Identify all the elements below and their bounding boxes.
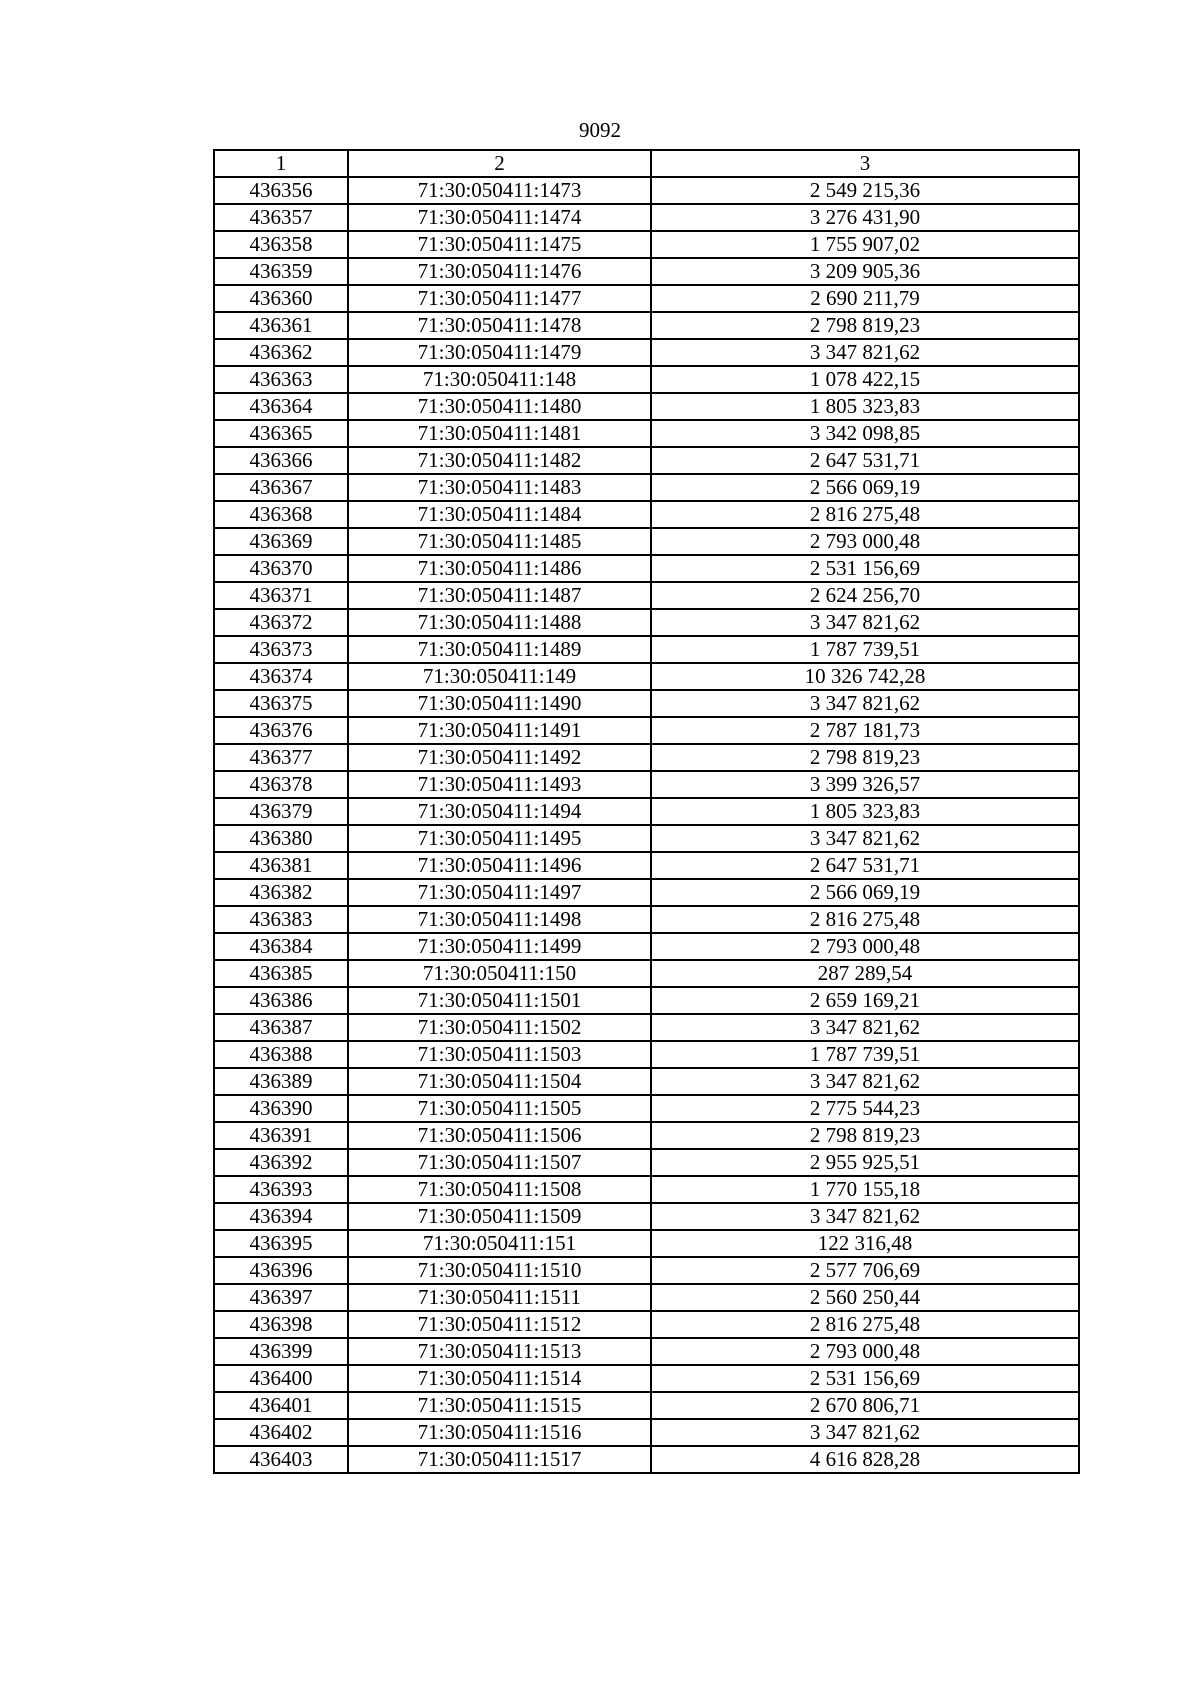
cadastral-value-cell: 3 399 326,57	[651, 771, 1079, 798]
table-body	[214, 177, 1079, 1473]
cadastral-number-cell: 71:30:050411:1489	[348, 636, 651, 663]
row-number-cell: 436384	[214, 933, 348, 960]
table-row	[214, 690, 1079, 717]
cadastral-value-table	[213, 149, 1080, 1474]
cadastral-value-cell: 2 955 925,51	[651, 1149, 1079, 1176]
table-row	[214, 744, 1079, 771]
table-header	[214, 150, 1079, 177]
row-number-cell: 436370	[214, 555, 348, 582]
cadastral-value-cell: 2 549 215,36	[651, 177, 1079, 204]
table-row	[214, 879, 1079, 906]
cadastral-value-cell: 1 805 323,83	[651, 798, 1079, 825]
cadastral-number-cell: 71:30:050411:1503	[348, 1041, 651, 1068]
row-number-cell: 436376	[214, 717, 348, 744]
cadastral-number-cell: 71:30:050411:1513	[348, 1338, 651, 1365]
cadastral-number-cell: 71:30:050411:1474	[348, 204, 651, 231]
row-number-cell: 436381	[214, 852, 348, 879]
row-number-cell: 436396	[214, 1257, 348, 1284]
row-number-cell: 436392	[214, 1149, 348, 1176]
cadastral-value-cell: 2 624 256,70	[651, 582, 1079, 609]
table-row	[214, 582, 1079, 609]
cadastral-number-cell: 71:30:050411:1475	[348, 231, 651, 258]
table-row	[214, 1230, 1079, 1257]
cadastral-number-cell: 71:30:050411:1508	[348, 1176, 651, 1203]
cadastral-value-cell: 2 531 156,69	[651, 1365, 1079, 1392]
cadastral-value-cell: 1 755 907,02	[651, 231, 1079, 258]
row-number-cell: 436403	[214, 1446, 348, 1473]
column-header-1: 1	[214, 150, 348, 177]
row-number-cell: 436391	[214, 1122, 348, 1149]
cadastral-number-cell: 71:30:050411:1493	[348, 771, 651, 798]
row-number-cell: 436375	[214, 690, 348, 717]
table-row	[214, 933, 1079, 960]
table-row	[214, 474, 1079, 501]
row-number-cell: 436377	[214, 744, 348, 771]
row-number-cell: 436371	[214, 582, 348, 609]
cadastral-value-cell: 2 816 275,48	[651, 906, 1079, 933]
cadastral-number-cell: 71:30:050411:1499	[348, 933, 651, 960]
cadastral-value-cell: 2 798 819,23	[651, 312, 1079, 339]
cadastral-value-cell: 2 793 000,48	[651, 528, 1079, 555]
cadastral-number-cell: 71:30:050411:1477	[348, 285, 651, 312]
column-header-2: 2	[348, 150, 651, 177]
cadastral-number-cell: 71:30:050411:1487	[348, 582, 651, 609]
table-row	[214, 1203, 1079, 1230]
cadastral-number-cell: 71:30:050411:149	[348, 663, 651, 690]
cadastral-number-cell: 71:30:050411:1495	[348, 825, 651, 852]
cadastral-value-cell: 2 659 169,21	[651, 987, 1079, 1014]
row-number-cell: 436400	[214, 1365, 348, 1392]
table-row	[214, 987, 1079, 1014]
table-row	[214, 420, 1079, 447]
cadastral-number-cell: 71:30:050411:1486	[348, 555, 651, 582]
cadastral-value-cell: 2 798 819,23	[651, 1122, 1079, 1149]
cadastral-number-cell: 71:30:050411:1498	[348, 906, 651, 933]
cadastral-number-cell: 71:30:050411:148	[348, 366, 651, 393]
table-row	[214, 960, 1079, 987]
cadastral-value-cell: 3 347 821,62	[651, 1014, 1079, 1041]
table-row	[214, 906, 1079, 933]
cadastral-value-cell: 3 342 098,85	[651, 420, 1079, 447]
cadastral-number-cell: 71:30:050411:1516	[348, 1419, 651, 1446]
cadastral-number-cell: 71:30:050411:1494	[348, 798, 651, 825]
cadastral-number-cell: 71:30:050411:1506	[348, 1122, 651, 1149]
table-row	[214, 1176, 1079, 1203]
cadastral-value-cell: 2 816 275,48	[651, 501, 1079, 528]
cadastral-value-cell: 287 289,54	[651, 960, 1079, 987]
row-number-cell: 436393	[214, 1176, 348, 1203]
cadastral-value-cell: 2 670 806,71	[651, 1392, 1079, 1419]
header-row	[214, 150, 1079, 177]
row-number-cell: 436357	[214, 204, 348, 231]
cadastral-value-cell: 3 347 821,62	[651, 339, 1079, 366]
cadastral-number-cell: 71:30:050411:1476	[348, 258, 651, 285]
table-row	[214, 339, 1079, 366]
cadastral-value-cell: 3 347 821,62	[651, 690, 1079, 717]
cadastral-number-cell: 71:30:050411:1510	[348, 1257, 651, 1284]
table-row	[214, 1284, 1079, 1311]
row-number-cell: 436361	[214, 312, 348, 339]
cadastral-value-cell: 4 616 828,28	[651, 1446, 1079, 1473]
cadastral-number-cell: 71:30:050411:1480	[348, 393, 651, 420]
cadastral-value-cell: 2 566 069,19	[651, 474, 1079, 501]
cadastral-value-cell: 2 775 544,23	[651, 1095, 1079, 1122]
cadastral-value-cell: 3 347 821,62	[651, 1203, 1079, 1230]
table-row	[214, 798, 1079, 825]
cadastral-number-cell: 71:30:050411:1507	[348, 1149, 651, 1176]
row-number-cell: 436364	[214, 393, 348, 420]
cadastral-number-cell: 71:30:050411:1485	[348, 528, 651, 555]
table-row	[214, 285, 1079, 312]
row-number-cell: 436395	[214, 1230, 348, 1257]
table-row	[214, 1122, 1079, 1149]
table-row	[214, 1041, 1079, 1068]
cadastral-value-cell: 10 326 742,28	[651, 663, 1079, 690]
row-number-cell: 436390	[214, 1095, 348, 1122]
row-number-cell: 436399	[214, 1338, 348, 1365]
table-row	[214, 717, 1079, 744]
cadastral-number-cell: 71:30:050411:1509	[348, 1203, 651, 1230]
cadastral-value-cell: 2 793 000,48	[651, 933, 1079, 960]
table-row	[214, 1446, 1079, 1473]
row-number-cell: 436363	[214, 366, 348, 393]
table-row	[214, 1068, 1079, 1095]
cadastral-value-cell: 3 347 821,62	[651, 609, 1079, 636]
row-number-cell: 436356	[214, 177, 348, 204]
cadastral-number-cell: 71:30:050411:1488	[348, 609, 651, 636]
row-number-cell: 436388	[214, 1041, 348, 1068]
row-number-cell: 436358	[214, 231, 348, 258]
table-row	[214, 1311, 1079, 1338]
cadastral-number-cell: 71:30:050411:1482	[348, 447, 651, 474]
cadastral-number-cell: 71:30:050411:1479	[348, 339, 651, 366]
cadastral-number-cell: 71:30:050411:1514	[348, 1365, 651, 1392]
row-number-cell: 436398	[214, 1311, 348, 1338]
row-number-cell: 436385	[214, 960, 348, 987]
table-row	[214, 825, 1079, 852]
table-row	[214, 447, 1079, 474]
cadastral-number-cell: 71:30:050411:1517	[348, 1446, 651, 1473]
row-number-cell: 436372	[214, 609, 348, 636]
cadastral-value-cell: 3 347 821,62	[651, 1068, 1079, 1095]
row-number-cell: 436383	[214, 906, 348, 933]
cadastral-value-cell: 1 078 422,15	[651, 366, 1079, 393]
table-row	[214, 204, 1079, 231]
cadastral-value-cell: 2 793 000,48	[651, 1338, 1079, 1365]
cadastral-number-cell: 71:30:050411:1490	[348, 690, 651, 717]
table-row	[214, 555, 1079, 582]
row-number-cell: 436360	[214, 285, 348, 312]
cadastral-number-cell: 71:30:050411:151	[348, 1230, 651, 1257]
cadastral-value-cell: 2 798 819,23	[651, 744, 1079, 771]
table-row	[214, 258, 1079, 285]
cadastral-value-cell: 2 566 069,19	[651, 879, 1079, 906]
row-number-cell: 436401	[214, 1392, 348, 1419]
cadastral-value-cell: 2 577 706,69	[651, 1257, 1079, 1284]
table-row	[214, 1365, 1079, 1392]
cadastral-number-cell: 71:30:050411:1492	[348, 744, 651, 771]
row-number-cell: 436378	[214, 771, 348, 798]
row-number-cell: 436367	[214, 474, 348, 501]
cadastral-number-cell: 71:30:050411:1478	[348, 312, 651, 339]
cadastral-number-cell: 71:30:050411:1491	[348, 717, 651, 744]
table-row	[214, 312, 1079, 339]
row-number-cell: 436389	[214, 1068, 348, 1095]
cadastral-value-cell: 1 787 739,51	[651, 636, 1079, 663]
table-row	[214, 501, 1079, 528]
row-number-cell: 436359	[214, 258, 348, 285]
cadastral-value-cell: 3 276 431,90	[651, 204, 1079, 231]
column-header-3: 3	[651, 150, 1079, 177]
row-number-cell: 436362	[214, 339, 348, 366]
table-row	[214, 1014, 1079, 1041]
table-row	[214, 1392, 1079, 1419]
cadastral-number-cell: 71:30:050411:150	[348, 960, 651, 987]
table-row	[214, 393, 1079, 420]
row-number-cell: 436368	[214, 501, 348, 528]
row-number-cell: 436369	[214, 528, 348, 555]
cadastral-number-cell: 71:30:050411:1483	[348, 474, 651, 501]
row-number-cell: 436366	[214, 447, 348, 474]
cadastral-number-cell: 71:30:050411:1512	[348, 1311, 651, 1338]
cadastral-value-cell: 2 816 275,48	[651, 1311, 1079, 1338]
table-row	[214, 771, 1079, 798]
cadastral-number-cell: 71:30:050411:1515	[348, 1392, 651, 1419]
cadastral-number-cell: 71:30:050411:1505	[348, 1095, 651, 1122]
table-row	[214, 177, 1079, 204]
table-row	[214, 231, 1079, 258]
table-row	[214, 1338, 1079, 1365]
cadastral-number-cell: 71:30:050411:1473	[348, 177, 651, 204]
cadastral-value-cell: 3 347 821,62	[651, 825, 1079, 852]
row-number-cell: 436382	[214, 879, 348, 906]
row-number-cell: 436365	[214, 420, 348, 447]
cadastral-value-cell: 1 805 323,83	[651, 393, 1079, 420]
cadastral-number-cell: 71:30:050411:1497	[348, 879, 651, 906]
row-number-cell: 436386	[214, 987, 348, 1014]
row-number-cell: 436374	[214, 663, 348, 690]
table-row	[214, 1149, 1079, 1176]
cadastral-number-cell: 71:30:050411:1484	[348, 501, 651, 528]
row-number-cell: 436397	[214, 1284, 348, 1311]
cadastral-number-cell: 71:30:050411:1481	[348, 420, 651, 447]
cadastral-number-cell: 71:30:050411:1496	[348, 852, 651, 879]
cadastral-number-cell: 71:30:050411:1511	[348, 1284, 651, 1311]
table-row	[214, 366, 1079, 393]
cadastral-number-cell: 71:30:050411:1501	[348, 987, 651, 1014]
cadastral-value-cell: 3 347 821,62	[651, 1419, 1079, 1446]
cadastral-number-cell: 71:30:050411:1504	[348, 1068, 651, 1095]
table-row	[214, 636, 1079, 663]
table-row	[214, 663, 1079, 690]
table-row	[214, 1419, 1079, 1446]
row-number-cell: 436394	[214, 1203, 348, 1230]
row-number-cell: 436380	[214, 825, 348, 852]
table-row	[214, 1095, 1079, 1122]
cadastral-value-cell: 2 647 531,71	[651, 447, 1079, 474]
row-number-cell: 436373	[214, 636, 348, 663]
cadastral-value-cell: 2 531 156,69	[651, 555, 1079, 582]
page-number: 9092	[579, 118, 621, 142]
cadastral-number-cell: 71:30:050411:1502	[348, 1014, 651, 1041]
cadastral-value-cell: 2 647 531,71	[651, 852, 1079, 879]
cadastral-value-cell: 2 560 250,44	[651, 1284, 1079, 1311]
cadastral-value-cell: 1 787 739,51	[651, 1041, 1079, 1068]
table-row	[214, 852, 1079, 879]
cadastral-value-cell: 2 690 211,79	[651, 285, 1079, 312]
table-row	[214, 1257, 1079, 1284]
cadastral-value-cell: 122 316,48	[651, 1230, 1079, 1257]
cadastral-value-cell: 3 209 905,36	[651, 258, 1079, 285]
cadastral-value-cell: 1 770 155,18	[651, 1176, 1079, 1203]
row-number-cell: 436379	[214, 798, 348, 825]
table-row	[214, 528, 1079, 555]
row-number-cell: 436387	[214, 1014, 348, 1041]
table-row	[214, 609, 1079, 636]
row-number-cell: 436402	[214, 1419, 348, 1446]
cadastral-value-cell: 2 787 181,73	[651, 717, 1079, 744]
